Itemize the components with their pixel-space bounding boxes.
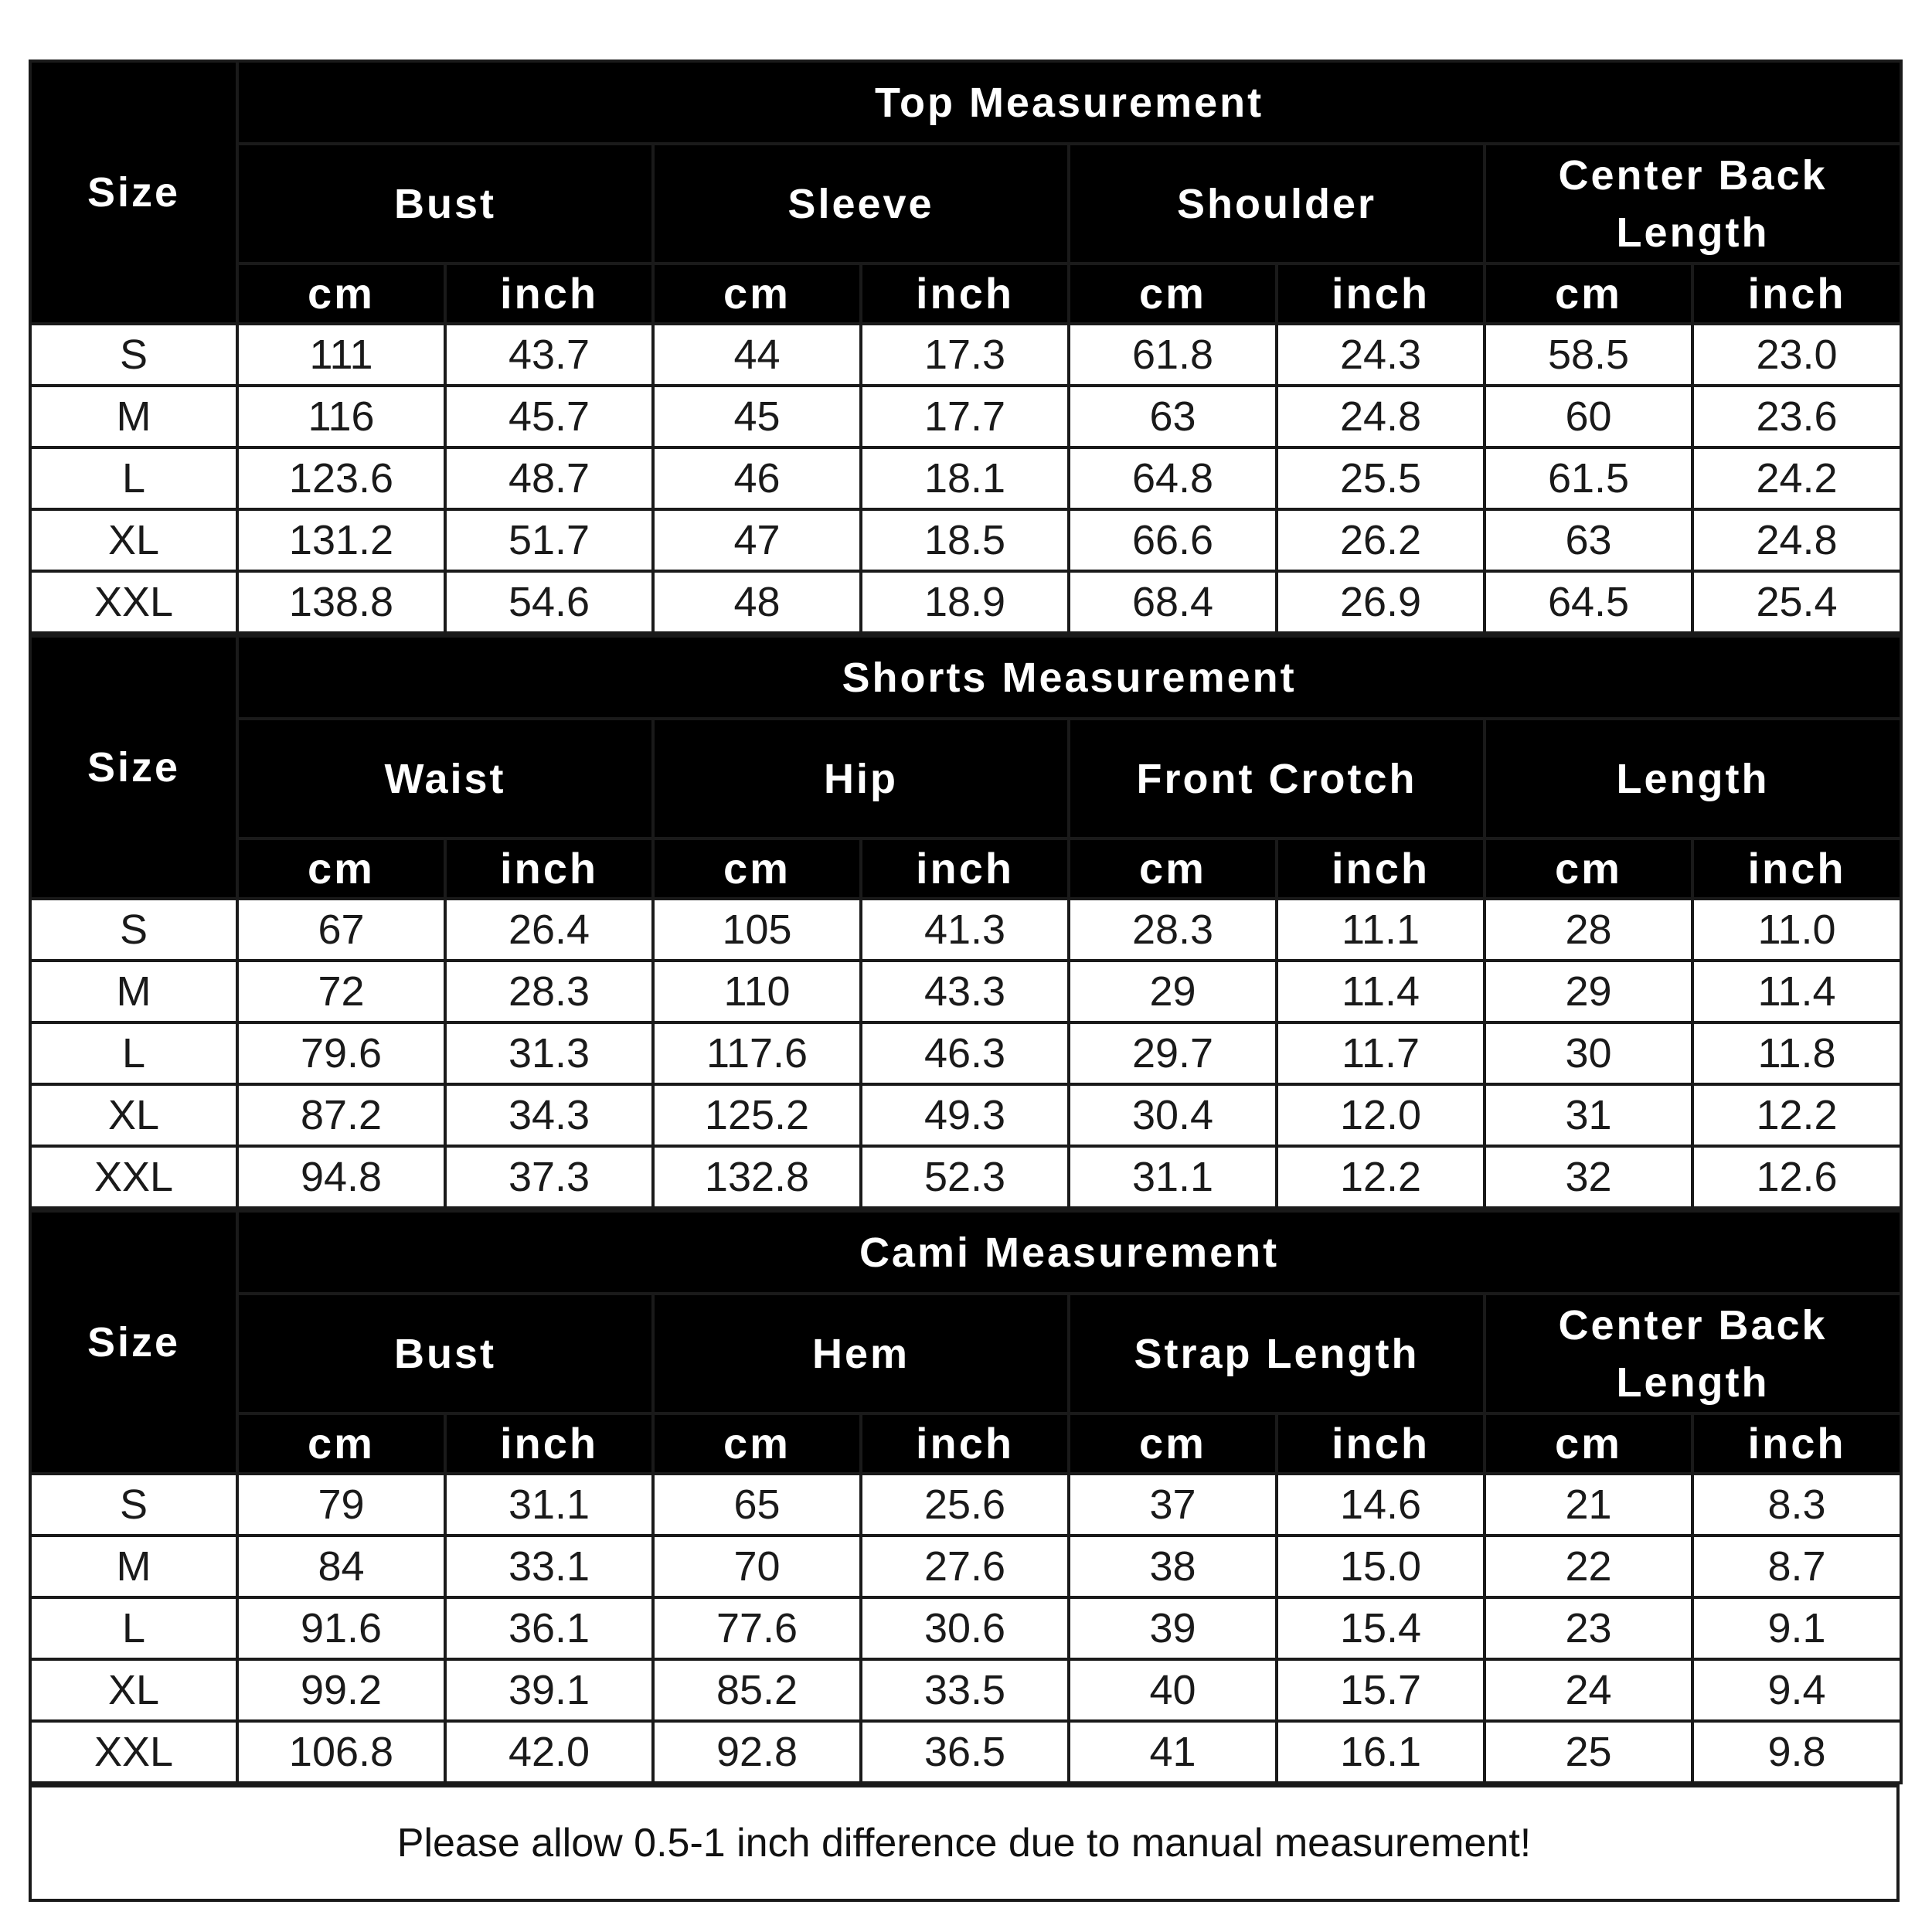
value-cell: 12.6	[1692, 1146, 1901, 1208]
value-cell: 79.6	[237, 1022, 445, 1084]
value-cell: 26.9	[1277, 571, 1485, 633]
value-cell: 9.4	[1692, 1659, 1901, 1721]
unit-header: cm	[1069, 1413, 1277, 1474]
size-cell: S	[30, 324, 237, 386]
value-cell: 105	[653, 899, 861, 961]
value-cell: 17.7	[861, 386, 1069, 447]
value-cell: 11.4	[1692, 961, 1901, 1022]
size-header: Size	[30, 636, 237, 899]
section-title: Top Measurement	[237, 61, 1901, 144]
value-cell: 36.5	[861, 1721, 1069, 1783]
value-cell: 84	[237, 1536, 445, 1597]
value-cell: 23.0	[1692, 324, 1901, 386]
value-cell: 18.9	[861, 571, 1069, 633]
value-cell: 8.7	[1692, 1536, 1901, 1597]
value-cell: 29	[1069, 961, 1277, 1022]
value-cell: 15.4	[1277, 1597, 1485, 1659]
table-row	[30, 1536, 1901, 1597]
value-cell: 48	[653, 571, 861, 633]
unit-header: inch	[445, 1413, 653, 1474]
value-cell: 25.6	[861, 1474, 1069, 1536]
unit-header: inch	[1277, 1413, 1485, 1474]
measurement-table	[29, 1209, 1903, 1784]
size-cell: S	[30, 1474, 237, 1536]
value-cell: 22	[1485, 1536, 1692, 1597]
value-cell: 9.8	[1692, 1721, 1901, 1783]
value-cell: 94.8	[237, 1146, 445, 1208]
size-header: Size	[30, 61, 237, 324]
size-cell: XL	[30, 1084, 237, 1146]
value-cell: 41.3	[861, 899, 1069, 961]
value-cell: 24.2	[1692, 447, 1901, 509]
unit-header: cm	[653, 838, 861, 899]
value-cell: 33.5	[861, 1659, 1069, 1721]
value-cell: 138.8	[237, 571, 445, 633]
value-cell: 11.0	[1692, 899, 1901, 961]
size-cell: M	[30, 386, 237, 447]
value-cell: 12.2	[1277, 1146, 1485, 1208]
value-cell: 28	[1485, 899, 1692, 961]
value-cell: 70	[653, 1536, 861, 1597]
section-title: Cami Measurement	[237, 1211, 1901, 1294]
value-cell: 23	[1485, 1597, 1692, 1659]
value-cell: 68.4	[1069, 571, 1277, 633]
table-row	[30, 1146, 1901, 1208]
unit-header: cm	[237, 838, 445, 899]
value-cell: 85.2	[653, 1659, 861, 1721]
value-cell: 28.3	[445, 961, 653, 1022]
value-cell: 39.1	[445, 1659, 653, 1721]
value-cell: 30.4	[1069, 1084, 1277, 1146]
value-cell: 11.1	[1277, 899, 1485, 961]
value-cell: 21	[1485, 1474, 1692, 1536]
value-cell: 25	[1485, 1721, 1692, 1783]
value-cell: 64.8	[1069, 447, 1277, 509]
size-cell: XL	[30, 1659, 237, 1721]
measurement-group-header: Waist	[237, 719, 653, 838]
measurement-table	[29, 634, 1903, 1209]
unit-header: inch	[1692, 1413, 1901, 1474]
value-cell: 26.2	[1277, 509, 1485, 571]
unit-header: cm	[1069, 838, 1277, 899]
unit-header: cm	[653, 1413, 861, 1474]
measurement-group-header: Length	[1485, 719, 1901, 838]
value-cell: 31.3	[445, 1022, 653, 1084]
value-cell: 60	[1485, 386, 1692, 447]
value-cell: 12.2	[1692, 1084, 1901, 1146]
unit-header: cm	[1069, 264, 1277, 324]
value-cell: 42.0	[445, 1721, 653, 1783]
value-cell: 72	[237, 961, 445, 1022]
unit-header: inch	[861, 838, 1069, 899]
measurement-table	[29, 60, 1903, 634]
value-cell: 9.1	[1692, 1597, 1901, 1659]
value-cell: 29	[1485, 961, 1692, 1022]
value-cell: 24	[1485, 1659, 1692, 1721]
value-cell: 24.8	[1692, 509, 1901, 571]
table-row	[30, 386, 1901, 447]
value-cell: 23.6	[1692, 386, 1901, 447]
size-cell: S	[30, 899, 237, 961]
measurement-group-header: Bust	[237, 144, 653, 264]
value-cell: 64.5	[1485, 571, 1692, 633]
value-cell: 17.3	[861, 324, 1069, 386]
table-row	[30, 1022, 1901, 1084]
value-cell: 26.4	[445, 899, 653, 961]
size-cell: XXL	[30, 1721, 237, 1783]
value-cell: 14.6	[1277, 1474, 1485, 1536]
value-cell: 30	[1485, 1022, 1692, 1084]
value-cell: 16.1	[1277, 1721, 1485, 1783]
value-cell: 131.2	[237, 509, 445, 571]
value-cell: 18.1	[861, 447, 1069, 509]
unit-header: inch	[861, 1413, 1069, 1474]
value-cell: 67	[237, 899, 445, 961]
value-cell: 34.3	[445, 1084, 653, 1146]
unit-header: cm	[1485, 838, 1692, 899]
value-cell: 79	[237, 1474, 445, 1536]
value-cell: 87.2	[237, 1084, 445, 1146]
table-row	[30, 1659, 1901, 1721]
table-row	[30, 324, 1901, 386]
value-cell: 24.3	[1277, 324, 1485, 386]
size-cell: M	[30, 1536, 237, 1597]
value-cell: 18.5	[861, 509, 1069, 571]
unit-header: inch	[445, 838, 653, 899]
value-cell: 37.3	[445, 1146, 653, 1208]
unit-header: inch	[1692, 838, 1901, 899]
unit-header: cm	[237, 1413, 445, 1474]
table-row	[30, 447, 1901, 509]
value-cell: 63	[1069, 386, 1277, 447]
value-cell: 61.5	[1485, 447, 1692, 509]
value-cell: 99.2	[237, 1659, 445, 1721]
value-cell: 44	[653, 324, 861, 386]
value-cell: 125.2	[653, 1084, 861, 1146]
value-cell: 123.6	[237, 447, 445, 509]
size-cell: L	[30, 1597, 237, 1659]
size-cell: XXL	[30, 571, 237, 633]
value-cell: 65	[653, 1474, 861, 1536]
measurement-group-header: Bust	[237, 1294, 653, 1413]
value-cell: 48.7	[445, 447, 653, 509]
value-cell: 33.1	[445, 1536, 653, 1597]
measurement-group-header: Front Crotch	[1069, 719, 1485, 838]
value-cell: 30.6	[861, 1597, 1069, 1659]
value-cell: 39	[1069, 1597, 1277, 1659]
unit-header: inch	[1277, 838, 1485, 899]
value-cell: 15.7	[1277, 1659, 1485, 1721]
value-cell: 46	[653, 447, 861, 509]
value-cell: 27.6	[861, 1536, 1069, 1597]
measurement-group-header: Center Back Length	[1485, 1294, 1901, 1413]
value-cell: 38	[1069, 1536, 1277, 1597]
value-cell: 77.6	[653, 1597, 861, 1659]
unit-header: inch	[861, 264, 1069, 324]
unit-header: cm	[1485, 264, 1692, 324]
value-cell: 116	[237, 386, 445, 447]
value-cell: 58.5	[1485, 324, 1692, 386]
measurement-group-header: Sleeve	[653, 144, 1069, 264]
value-cell: 47	[653, 509, 861, 571]
table-row	[30, 571, 1901, 633]
value-cell: 52.3	[861, 1146, 1069, 1208]
value-cell: 111	[237, 324, 445, 386]
measurement-group-header: Strap Length	[1069, 1294, 1485, 1413]
value-cell: 24.8	[1277, 386, 1485, 447]
measurement-group-header: Hem	[653, 1294, 1069, 1413]
value-cell: 54.6	[445, 571, 653, 633]
value-cell: 28.3	[1069, 899, 1277, 961]
unit-header: inch	[1692, 264, 1901, 324]
value-cell: 29.7	[1069, 1022, 1277, 1084]
value-cell: 91.6	[237, 1597, 445, 1659]
value-cell: 49.3	[861, 1084, 1069, 1146]
unit-header: cm	[1485, 1413, 1692, 1474]
value-cell: 43.7	[445, 324, 653, 386]
value-cell: 25.5	[1277, 447, 1485, 509]
value-cell: 31.1	[445, 1474, 653, 1536]
measurement-group-header: Center Back Length	[1485, 144, 1901, 264]
value-cell: 132.8	[653, 1146, 861, 1208]
value-cell: 32	[1485, 1146, 1692, 1208]
value-cell: 66.6	[1069, 509, 1277, 571]
value-cell: 117.6	[653, 1022, 861, 1084]
value-cell: 40	[1069, 1659, 1277, 1721]
value-cell: 41	[1069, 1721, 1277, 1783]
size-cell: XL	[30, 509, 237, 571]
value-cell: 15.0	[1277, 1536, 1485, 1597]
value-cell: 8.3	[1692, 1474, 1901, 1536]
value-cell: 31	[1485, 1084, 1692, 1146]
value-cell: 43.3	[861, 961, 1069, 1022]
value-cell: 31.1	[1069, 1146, 1277, 1208]
value-cell: 37	[1069, 1474, 1277, 1536]
table-row	[30, 899, 1901, 961]
value-cell: 110	[653, 961, 861, 1022]
size-cell: XXL	[30, 1146, 237, 1208]
size-chart	[29, 60, 1900, 1902]
value-cell: 25.4	[1692, 571, 1901, 633]
size-cell: L	[30, 1022, 237, 1084]
table-row	[30, 961, 1901, 1022]
value-cell: 45.7	[445, 386, 653, 447]
note-table	[29, 1784, 1900, 1902]
value-cell: 106.8	[237, 1721, 445, 1783]
size-header: Size	[30, 1211, 237, 1474]
table-row	[30, 1084, 1901, 1146]
size-cell: L	[30, 447, 237, 509]
value-cell: 61.8	[1069, 324, 1277, 386]
measurement-group-header: Hip	[653, 719, 1069, 838]
value-cell: 12.0	[1277, 1084, 1485, 1146]
value-cell: 46.3	[861, 1022, 1069, 1084]
value-cell: 92.8	[653, 1721, 861, 1783]
unit-header: inch	[445, 264, 653, 324]
value-cell: 36.1	[445, 1597, 653, 1659]
value-cell: 11.7	[1277, 1022, 1485, 1084]
table-row	[30, 1721, 1901, 1783]
measurement-group-header: Shoulder	[1069, 144, 1485, 264]
table-row	[30, 509, 1901, 571]
measurement-note: Please allow 0.5-1 inch difference due to manual measurement!	[30, 1786, 1898, 1900]
value-cell: 45	[653, 386, 861, 447]
section-title: Shorts Measurement	[237, 636, 1901, 719]
value-cell: 11.4	[1277, 961, 1485, 1022]
table-row	[30, 1597, 1901, 1659]
value-cell: 63	[1485, 509, 1692, 571]
unit-header: inch	[1277, 264, 1485, 324]
value-cell: 11.8	[1692, 1022, 1901, 1084]
unit-header: cm	[653, 264, 861, 324]
value-cell: 51.7	[445, 509, 653, 571]
unit-header: cm	[237, 264, 445, 324]
size-cell: M	[30, 961, 237, 1022]
table-row	[30, 1474, 1901, 1536]
